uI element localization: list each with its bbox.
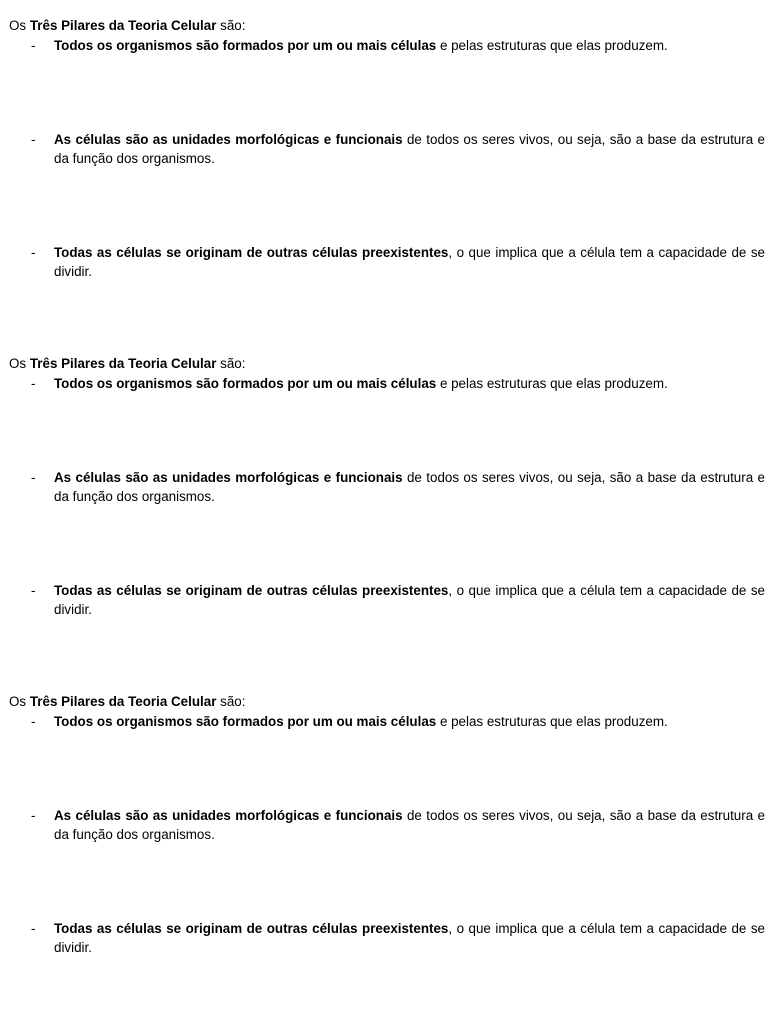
list-item-text — [54, 243, 765, 281]
list-item — [9, 806, 765, 844]
list-item — [9, 374, 765, 393]
section-intro — [9, 692, 765, 712]
list-item — [9, 130, 765, 168]
item-bold: Todas as células se originam de outras células preexistentes — [54, 245, 449, 260]
list-item-text — [54, 919, 765, 957]
intro-suffix: são: — [216, 356, 246, 371]
list-item-text — [54, 468, 765, 506]
item-rest: de todos os seres vivos, ou seja, são a base da estrutura e da função dos organismos. — [54, 808, 765, 842]
list-bullet: - — [31, 245, 36, 260]
list-item-text — [54, 581, 765, 619]
item-rest: e pelas estruturas que elas produzem. — [436, 376, 668, 391]
item-rest: de todos os seres vivos, ou seja, são a base da estrutura e da função dos organismos. — [54, 470, 765, 504]
item-bold: Todos os organismos são formados por um ou mais células — [54, 38, 437, 53]
item-bold: Todas as células se originam de outras células preexistentes — [54, 583, 449, 598]
list-bullet: - — [31, 470, 36, 485]
intro-bold: Três Pilares da Teoria Celular — [29, 18, 217, 33]
item-rest: , o que implica que a célula tem a capacidade de se dividir. — [54, 583, 765, 617]
section-1 — [9, 16, 765, 354]
section-intro — [9, 354, 765, 374]
intro-bold: Três Pilares da Teoria Celular — [29, 694, 217, 709]
list-item — [9, 581, 765, 619]
list-bullet: - — [31, 808, 36, 823]
list-bullet: - — [31, 376, 36, 391]
item-rest: , o que implica que a célula tem a capacidade de se dividir. — [54, 921, 765, 955]
list-item-text — [54, 374, 765, 393]
intro-prefix: Os — [9, 694, 30, 709]
list-item-text — [54, 712, 765, 731]
list-item-text — [54, 806, 765, 844]
list-item-text — [54, 36, 765, 55]
item-bold: Todas as células se originam de outras células preexistentes — [54, 921, 449, 936]
list-item — [9, 243, 765, 281]
list-bullet: - — [31, 132, 36, 147]
list-item — [9, 919, 765, 957]
list-item-text — [54, 130, 765, 168]
item-bold: Todos os organismos são formados por um ou mais células — [54, 714, 437, 729]
section-3 — [9, 692, 765, 1030]
item-rest: e pelas estruturas que elas produzem. — [436, 38, 668, 53]
section-2 — [9, 354, 765, 692]
list-bullet: - — [31, 921, 36, 936]
intro-suffix: são: — [216, 18, 246, 33]
item-rest: , o que implica que a célula tem a capacidade de se dividir. — [54, 245, 765, 279]
item-bold: As células são as unidades morfológicas e funcionais — [54, 470, 403, 485]
section-intro — [9, 16, 765, 36]
item-rest: e pelas estruturas que elas produzem. — [436, 714, 668, 729]
list-item — [9, 712, 765, 731]
list-bullet: - — [31, 38, 36, 53]
intro-prefix: Os — [9, 356, 30, 371]
list-item — [9, 468, 765, 506]
intro-bold: Três Pilares da Teoria Celular — [29, 356, 217, 371]
item-bold: As células são as unidades morfológicas e funcionais — [54, 808, 403, 823]
item-rest: de todos os seres vivos, ou seja, são a base da estrutura e da função dos organismos. — [54, 132, 765, 166]
intro-suffix: são: — [216, 694, 246, 709]
item-bold: Todos os organismos são formados por um ou mais células — [54, 376, 437, 391]
item-bold: As células são as unidades morfológicas e funcionais — [54, 132, 403, 147]
intro-prefix: Os — [9, 18, 30, 33]
list-item — [9, 36, 765, 55]
list-bullet: - — [31, 583, 36, 598]
list-bullet: - — [31, 714, 36, 729]
